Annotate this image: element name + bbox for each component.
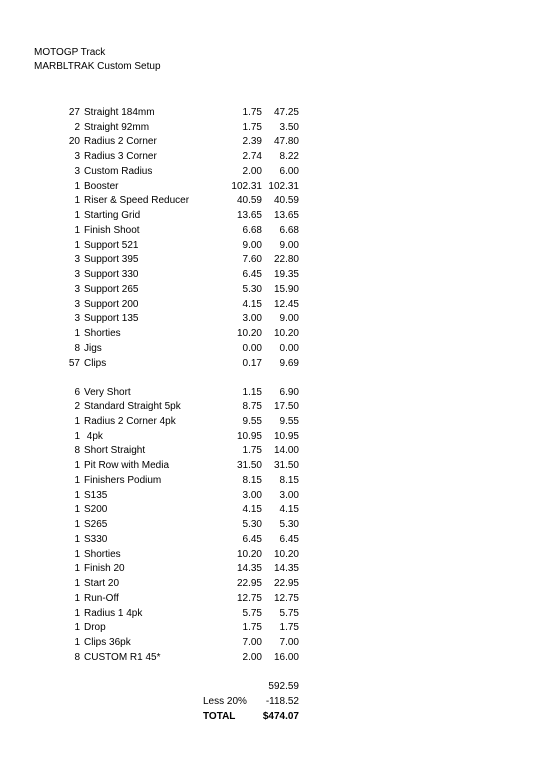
line-item-total: 6.68 [279,224,299,236]
line-item-unit-price: 31.50 [236,460,262,472]
line-item-unit-price: 9.55 [242,415,262,427]
line-item-quantity: 1 [74,637,80,649]
line-item-description: Support 521 [84,239,139,251]
line-item-description: S265 [84,519,108,531]
line-item-row [0,489,533,504]
line-item-quantity: 1 [74,548,80,560]
line-item-description: Finish Shoot [84,224,140,236]
line-item-row [0,518,533,533]
line-item-unit-price: 7.00 [242,637,262,649]
line-item-total: 8.22 [279,151,299,163]
line-item-quantity: 1 [74,210,80,222]
line-item-unit-price: 5.30 [242,519,262,531]
line-item-description: Shorties [84,328,121,340]
line-item-description: Standard Straight 5pk [84,401,181,413]
line-item-row [0,106,533,121]
line-item-description: Finishers Podium [84,474,162,486]
line-item-total: 31.50 [273,460,299,472]
line-item-quantity: 1 [74,607,80,619]
line-item-unit-price: 3.00 [242,313,262,325]
line-item-quantity: 1 [74,195,80,207]
line-item-unit-price: 5.75 [242,607,262,619]
line-item-quantity: 6 [74,386,80,398]
line-item-unit-price: 3.00 [242,489,262,501]
line-item-quantity: 27 [68,107,80,118]
line-item-row [0,415,533,430]
line-item-quantity: 3 [74,269,80,281]
line-item-quantity: 3 [74,151,80,163]
line-item-description: Shorties [84,548,121,560]
line-item-unit-price: 0.00 [242,342,262,354]
line-item-total: 3.50 [279,121,299,133]
line-item-description: Radius 3 Corner [84,151,157,163]
line-item-row [0,283,533,298]
line-item-total: 16.00 [273,651,299,663]
line-item-total: 9.00 [279,313,299,325]
line-item-row [0,239,533,254]
line-item-total: 5.75 [279,607,299,619]
discount-value: -118.52 [265,696,299,707]
line-item-row [0,577,533,592]
line-item-quantity: 1 [74,592,80,604]
line-item-description: S200 [84,504,108,516]
line-item-unit-price: 14.35 [236,563,262,575]
discount-label: Less 20% [203,696,247,707]
line-item-total: 10.20 [273,548,299,560]
line-item-description: Very Short [84,386,131,398]
line-item-quantity: 3 [74,313,80,325]
total-label: TOTAL [203,711,236,722]
line-item-quantity: 20 [68,136,80,148]
line-item-description: Straight 184mm [84,107,155,118]
line-item-total: 17.50 [273,401,299,413]
line-item-quantity: 3 [74,165,80,177]
line-item-unit-price: 9.00 [242,239,262,251]
line-item-description: Run-Off [84,592,119,604]
line-item-row [0,400,533,415]
line-item-total: 3.00 [279,489,299,501]
line-item-row [0,194,533,209]
line-item-total: 47.80 [273,136,299,148]
line-item-quantity: 1 [74,430,80,442]
line-item-description: Pit Row with Media [84,460,170,472]
line-item-unit-price: 22.95 [236,578,262,590]
line-item-unit-price: 4.15 [242,504,262,516]
line-item-description: 4pk [84,430,103,442]
line-item-description: Radius 2 Corner 4pk [84,415,176,427]
line-item-total: 15.90 [273,283,299,295]
line-item-quantity: 1 [74,415,80,427]
line-item-quantity: 57 [68,357,80,369]
line-item-row [0,224,533,239]
line-item-description: Support 330 [84,269,139,281]
line-item-total: 0.00 [279,342,299,354]
line-item-unit-price: 12.75 [236,592,262,604]
line-item-unit-price: 5.30 [242,283,262,295]
line-item-description: Clips 36pk [84,637,131,649]
line-item-description: Drop [84,622,106,634]
line-item-description: Jigs [84,342,102,354]
line-item-row [0,474,533,489]
line-item-quantity: 3 [74,283,80,295]
line-item-total: 102.31 [268,180,299,192]
line-item-row [0,562,533,577]
line-item-row [0,503,533,518]
line-item-quantity: 8 [74,445,80,457]
line-item-unit-price: 1.15 [242,386,262,398]
line-item-total: 13.65 [273,210,299,222]
line-item-unit-price: 6.68 [242,224,262,236]
line-item-row [0,312,533,327]
line-item-unit-price: 1.75 [242,445,262,457]
line-item-unit-price: 1.75 [242,107,262,118]
total-row [0,710,533,725]
line-item-row [0,357,533,372]
line-item-total: 40.59 [273,195,299,207]
line-item-quantity: 8 [74,651,80,663]
line-item-description: S135 [84,489,108,501]
line-item-total: 9.55 [279,415,299,427]
line-item-total: 14.35 [273,563,299,575]
line-item-total: 6.90 [279,386,299,398]
line-item-total: 10.20 [273,328,299,340]
line-item-row [0,342,533,357]
line-item-total: 7.00 [279,637,299,649]
line-item-unit-price: 8.75 [242,401,262,413]
line-item-row [0,135,533,150]
line-item-description: Straight 92mm [84,121,150,133]
line-item-quantity: 1 [74,519,80,531]
line-item-quantity: 1 [74,180,80,192]
line-item-description: Clips [84,357,107,369]
line-item-description: Support 265 [84,283,139,295]
line-item-unit-price: 4.15 [242,298,262,310]
line-item-total: 19.35 [273,269,299,281]
line-item-total: 5.30 [279,519,299,531]
line-item-total: 47.25 [273,107,299,118]
line-item-description: Finish 20 [84,563,125,575]
line-item-row [0,444,533,459]
line-item-total: 22.80 [273,254,299,266]
line-item-quantity: 3 [74,298,80,310]
line-item-description: Start 20 [84,578,120,590]
line-item-unit-price: 6.45 [242,269,262,281]
line-item-unit-price: 1.75 [242,622,262,634]
line-item-row [0,548,533,563]
line-item-total: 9.00 [279,239,299,251]
line-item-unit-price: 2.39 [242,136,262,148]
line-item-description: Support 200 [84,298,139,310]
line-item-description: CUSTOM R1 45* [84,651,161,663]
line-item-total: 10.95 [273,430,299,442]
line-item-unit-price: 2.00 [242,651,262,663]
line-item-unit-price: 2.74 [242,151,262,163]
line-item-quantity: 1 [74,563,80,575]
line-item-row [0,253,533,268]
line-item-quantity: 3 [74,254,80,266]
line-item-description: Radius 2 Corner [84,136,157,148]
line-item-unit-price: 1.75 [242,121,262,133]
line-item-total: 22.95 [273,578,299,590]
line-item-row [0,165,533,180]
line-item-total: 4.15 [279,504,299,516]
line-item-row [0,651,533,666]
line-item-description: Starting Grid [84,210,141,222]
line-item-row [0,298,533,313]
line-item-row [0,180,533,195]
line-item-unit-price: 6.45 [242,533,262,545]
line-item-unit-price: 10.95 [236,430,262,442]
line-item-description: Booster [84,180,119,192]
line-item-row [0,607,533,622]
line-item-row [0,121,533,136]
line-item-description: Support 135 [84,313,139,325]
line-item-unit-price: 10.20 [236,548,262,560]
line-item-row [0,592,533,607]
line-item-row [0,327,533,342]
discount-row [0,695,533,710]
line-item-row [0,150,533,165]
line-item-quantity: 1 [74,622,80,634]
total-value: $474.07 [262,711,299,722]
line-item-row [0,209,533,224]
document-subtitle: MARBLTRAK Custom Setup [34,61,161,72]
line-item-description: Short Straight [84,445,146,457]
line-item-quantity: 1 [74,533,80,545]
line-item-row [0,533,533,548]
line-item-row [0,636,533,651]
line-item-quantity: 1 [74,224,80,236]
line-item-quantity: 1 [74,328,80,340]
line-item-total: 6.45 [279,533,299,545]
line-item-unit-price: 102.31 [231,180,262,192]
line-item-total: 1.75 [279,622,299,634]
line-item-row [0,386,533,401]
line-item-unit-price: 40.59 [236,195,262,207]
line-item-quantity: 2 [74,121,80,133]
line-item-quantity: 1 [74,474,80,486]
line-item-row [0,268,533,283]
line-item-unit-price: 13.65 [236,210,262,222]
line-item-total: 14.00 [273,445,299,457]
line-item-unit-price: 8.15 [242,474,262,486]
line-item-description: Custom Radius [84,165,153,177]
line-item-quantity: 1 [74,239,80,251]
line-item-row [0,459,533,474]
line-item-description: Riser & Speed Reducer [84,195,190,207]
line-item-unit-price: 0.17 [242,357,262,369]
line-item-row [0,621,533,636]
line-item-description: S330 [84,533,108,545]
line-item-total: 12.75 [273,592,299,604]
line-item-total: 9.69 [279,357,299,369]
line-item-quantity: 1 [74,489,80,501]
subtotal-value: 592.59 [268,681,299,692]
document-title: MOTOGP Track [34,47,106,58]
line-item-total: 12.45 [273,298,299,310]
line-item-description: Radius 1 4pk [84,607,143,619]
line-item-unit-price: 2.00 [242,165,262,177]
line-item-total: 8.15 [279,474,299,486]
line-item-unit-price: 10.20 [236,328,262,340]
line-item-quantity: 1 [74,504,80,516]
subtotal-row [0,680,533,695]
line-item-quantity: 1 [74,460,80,472]
line-item-quantity: 8 [74,342,80,354]
line-item-quantity: 1 [74,578,80,590]
line-item-unit-price: 7.60 [242,254,262,266]
line-item-description: Support 395 [84,254,139,266]
line-item-row [0,430,533,445]
line-item-total: 6.00 [279,165,299,177]
line-item-quantity: 2 [74,401,80,413]
